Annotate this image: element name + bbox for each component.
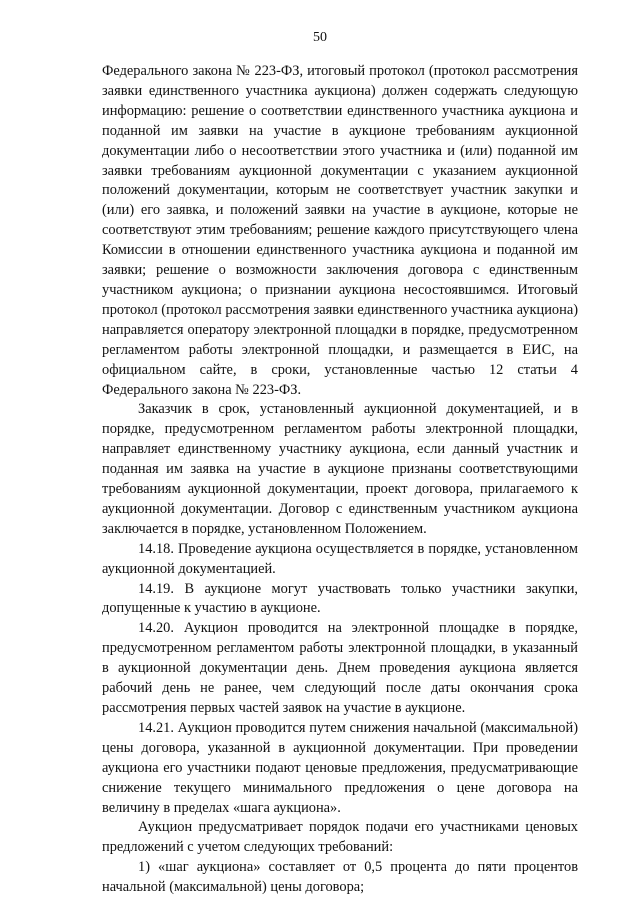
paragraph-bid-requirements: Аукцион предусматривает порядок подачи его участниками ценовых предложений с учетом следующих требований: <box>102 819 578 856</box>
paragraph-clause-14-21: 14.21. Аукцион проводится путем снижения начальной (максимальной) цены договора, указанной в аукционной документации. При проведении аукциона его участники подают ценовые предложения, предусматривающие снижение текущего минимального предложения о цене договора на величину в пределах «шага аукциона». <box>102 719 578 816</box>
paragraph-clause-14-18: 14.18. Проведение аукциона осуществляется в порядке, установленном аукционной документацией. <box>102 540 578 577</box>
paragraph-clause-14-20: 14.20. Аукцион проводится на электронной площадке в порядке, предусмотренном регламентом работы электронной площадки, в указанный в аукционной документации день. Днем проведения аукциона является рабочий день не ранее, чем следующий после даты окончания срока рассмотрения первых частей заявок на участие в аукционе. <box>102 620 578 716</box>
document-body <box>102 62 578 898</box>
page-number: 50 <box>313 30 327 45</box>
paragraph-clause-14-19: 14.19. В аукционе могут участвовать только участники закупки, допущенные к участию в аукционе. <box>102 580 578 617</box>
paragraph-contract-to-single-participant: Заказчик в срок, установленный аукционной документацией, и в порядке, предусмотренном регламентом работы электронной площадки, направляет единственному участнику аукциона, если данный участник и поданная им заявка на участие в аукционе признаны соответствующими требованиям аукционной документации, проект договора, прилагаемого к аукционной документации. Договор с единственным участником аукциона заключается в порядке, установленном Положением. <box>102 401 578 537</box>
paragraph-auction-step: 1) «шаг аукциона» составляет от 0,5 процента до пяти процентов начальной (максимальной) цены договора; <box>102 859 578 896</box>
paragraph-protocol-content: Федерального закона № 223-ФЗ, итоговый протокол (протокол рассмотрения заявки единственного участника аукциона) должен содержать следующую информацию: решение о соответствии единственного участника аукциона и поданной им заявки на участие в аукционе требованиям аукционной документации либо о несоответствии этого участника и (или) поданной им заявки требованиям аукционной документации с указанием аукционной положений документации, которым не соответствует участник закупки и (или) его заявка, и положений заявки на участие в аукционе, которые не соответствуют этим требованиям; решение каждого присутствующего члена Комиссии в отношении единственного участника аукциона и поданной им заявки; решение о возможности заключения договора с единственным участником аукциона; о признании аукциона несостоявшимся. Итоговый протокол (протокол рассмотрения заявки единственного участника аукциона) направляется оператору электронной площадки в порядке, предусмотренном регламентом работы электронной площадки, и размещается в ЕИС, на официальном сайте, в сроки, установленные частью 12 статьи 4 Федерального закона № 223-ФЗ. <box>102 63 578 398</box>
